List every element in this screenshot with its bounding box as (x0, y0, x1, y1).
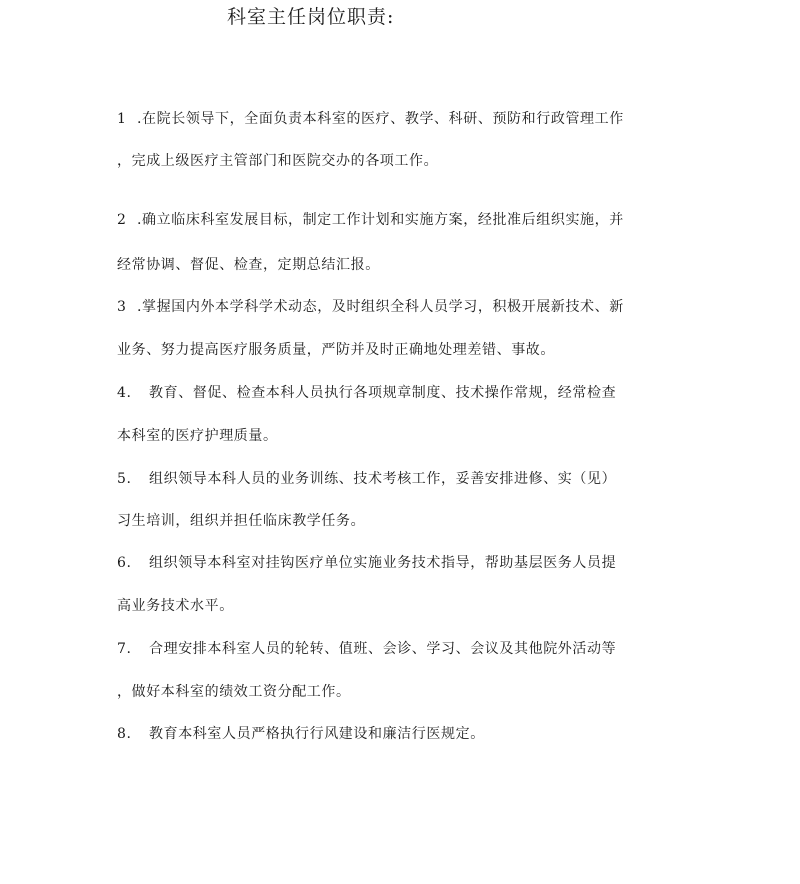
item-4-line-1 (117, 382, 616, 402)
item-4-text: 教育、督促、检查本科人员执行各项规章制度、技术操作常规，经常检查 (149, 385, 617, 401)
item-6-number: 6. (117, 555, 132, 571)
item-2-number: 2 (117, 212, 127, 228)
item-4-line-2: 本科室的医疗护理质量。 (117, 428, 278, 444)
item-8-text: 教育本科室人员严格执行行风建设和廉洁行医规定。 (149, 726, 485, 742)
item-5-text: 组织领导本科人员的业务训练、技术考核工作，妥善安排进修、实（见） (149, 471, 617, 487)
item-2-line-2: 经常协调、督促、检查，定期总结汇报。 (117, 257, 380, 273)
item-8-number: 8. (117, 726, 132, 742)
item-6-line-2: 高业务技术水平。 (117, 598, 234, 614)
item-8-line-1 (117, 723, 485, 743)
item-1-text: .在院长领导下，全面负责本科室的医疗、教学、科研、预防和行政管理工作 (137, 111, 624, 127)
item-6-line-1 (117, 552, 616, 572)
item-5-line-1 (117, 468, 616, 488)
item-3-line-2: 业务、努力提高医疗服务质量，严防并及时正确地处理差错、事故。 (117, 342, 555, 358)
item-3-text: .掌握国内外本学科学术动态，及时组织全科人员学习，积极开展新技术、新 (137, 299, 624, 315)
item-1-number: 1 (117, 111, 127, 127)
item-2-text: .确立临床科室发展目标，制定工作计划和实施方案，经批准后组织实施，并 (137, 212, 624, 228)
item-3-number: 3 (117, 299, 127, 315)
item-3-line-1 (117, 296, 624, 316)
item-7-text: 合理安排本科室人员的轮转、值班、会诊、学习、会议及其他院外活动等 (149, 641, 617, 657)
item-7-line-1 (117, 638, 616, 658)
item-1-line-1 (117, 108, 624, 128)
item-1-line-2: ，完成上级医疗主管部门和医院交办的各项工作。 (117, 153, 439, 169)
item-7-number: 7. (117, 641, 132, 657)
document-title: 科室主任岗位职责: (227, 6, 395, 28)
item-4-number: 4. (117, 385, 132, 401)
item-5-line-2: 习生培训，组织并担任临床教学任务。 (117, 513, 366, 529)
item-7-line-2: ，做好本科室的绩效工资分配工作。 (117, 684, 351, 700)
item-2-line-1 (117, 209, 624, 229)
item-6-text: 组织领导本科室对挂钩医疗单位实施业务技术指导，帮助基层医务人员提 (149, 555, 617, 571)
item-5-number: 5. (117, 471, 132, 487)
